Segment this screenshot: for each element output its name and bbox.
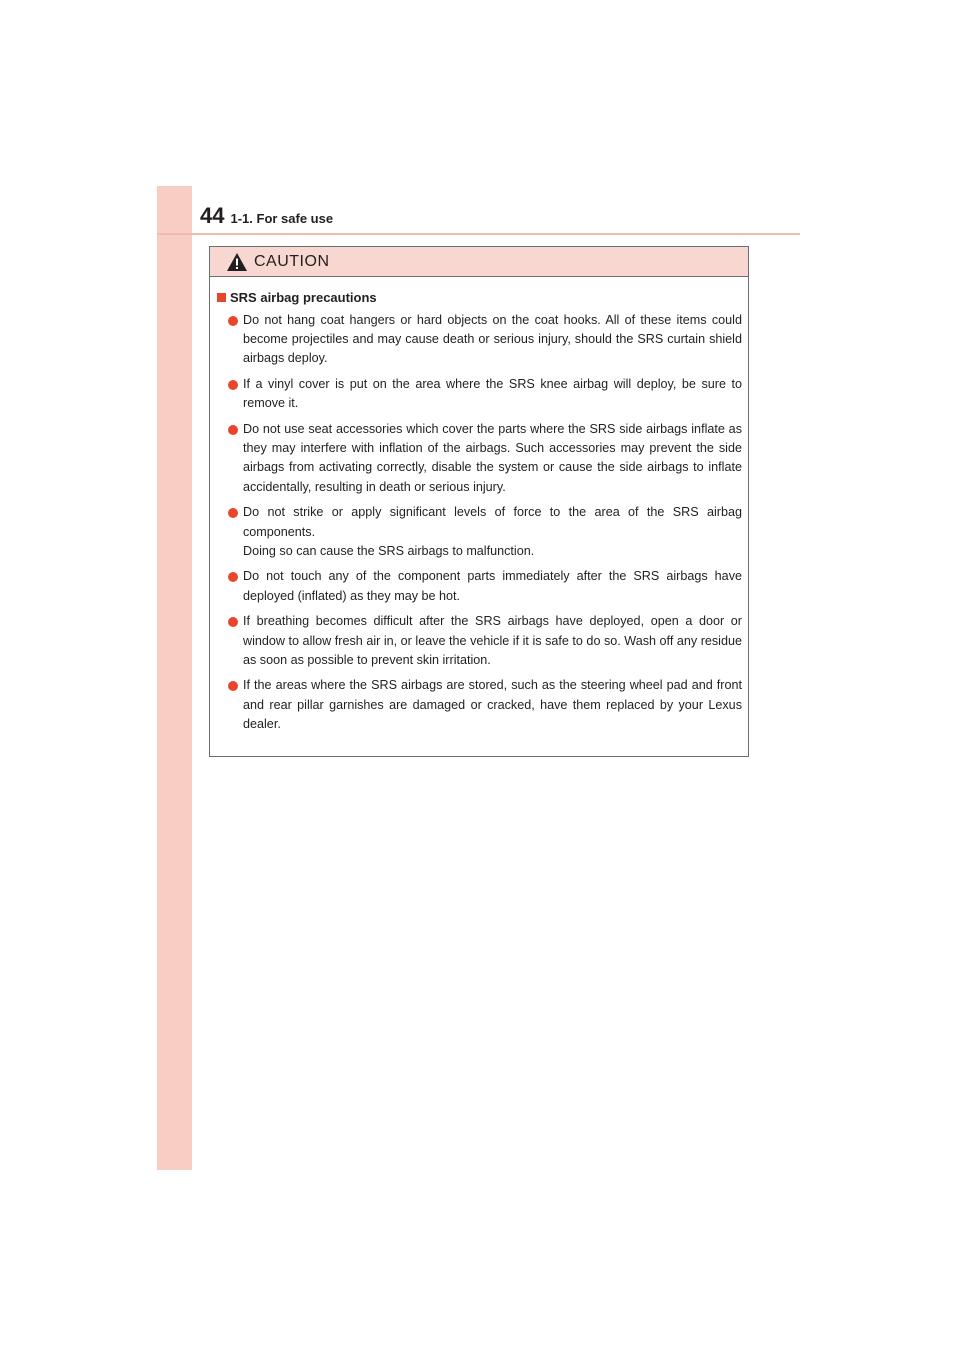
bullet-dot-icon: [228, 316, 238, 326]
caution-header: [210, 247, 748, 277]
bullet-dot-icon: [228, 380, 238, 390]
page-header: [200, 203, 333, 233]
list-item: [217, 420, 742, 497]
caution-box: [209, 246, 749, 757]
header-rule: [157, 233, 800, 235]
caution-subheading: [217, 290, 742, 305]
list-item: [217, 311, 742, 369]
list-item: [217, 676, 742, 734]
bullet-dot-icon: [228, 572, 238, 582]
list-item-text: If a vinyl cover is put on the area where the SRS knee airbag will deploy, be sure to remove it.: [243, 377, 742, 411]
bullet-dot-icon: [228, 681, 238, 691]
list-item-text: Do not use seat accessories which cover the parts where the SRS side airbags inflate as they may interfere with inflation of the airbags. Such accessories may prevent the side airbags from activating correctly, disable the system or cause the side airbags to inflate accidentally, resulting in death or serious injury.: [243, 422, 742, 494]
bullet-dot-icon: [228, 425, 238, 435]
list-item-note: Doing so can cause the SRS airbags to malfunction.: [243, 543, 535, 558]
list-item: [217, 503, 742, 561]
bullet-dot-icon: [228, 617, 238, 627]
subheading-text: SRS airbag precautions: [230, 290, 377, 305]
page-number: 44: [200, 203, 225, 228]
list-item: [217, 375, 742, 413]
square-bullet-icon: [217, 293, 226, 302]
caution-label: CAUTION: [254, 252, 330, 270]
side-tab-strip: [157, 186, 192, 1170]
list-item-text: If the areas where the SRS airbags are stored, such as the steering wheel pad and front and rear pillar garnishes are damaged or cracked, have them replaced by your Lexus dealer.: [243, 678, 742, 731]
caution-body: [210, 277, 748, 734]
list-item: [217, 567, 742, 605]
list-item: [217, 612, 742, 670]
section-title: 1-1. For safe use: [230, 211, 334, 226]
list-item-text: If breathing becomes difficult after the SRS airbags have deployed, open a door or window to allow fresh air in, or leave the vehicle if it is safe to do so. Wash off any residue as soon as possible to prevent skin irritation.: [243, 614, 742, 667]
list-item-text: Do not hang coat hangers or hard objects on the coat hooks. All of these items could become projectiles and may cause death or serious injury, should the SRS curtain shield airbags deploy.: [243, 313, 742, 366]
warning-triangle-icon: [226, 252, 248, 272]
bullet-dot-icon: [228, 508, 238, 518]
list-item-text: Do not strike or apply significant levels of force to the area of the SRS airbag components.: [243, 505, 742, 539]
list-item-text: Do not touch any of the component parts immediately after the SRS airbags have deployed (inflated) as they may be hot.: [243, 569, 742, 603]
